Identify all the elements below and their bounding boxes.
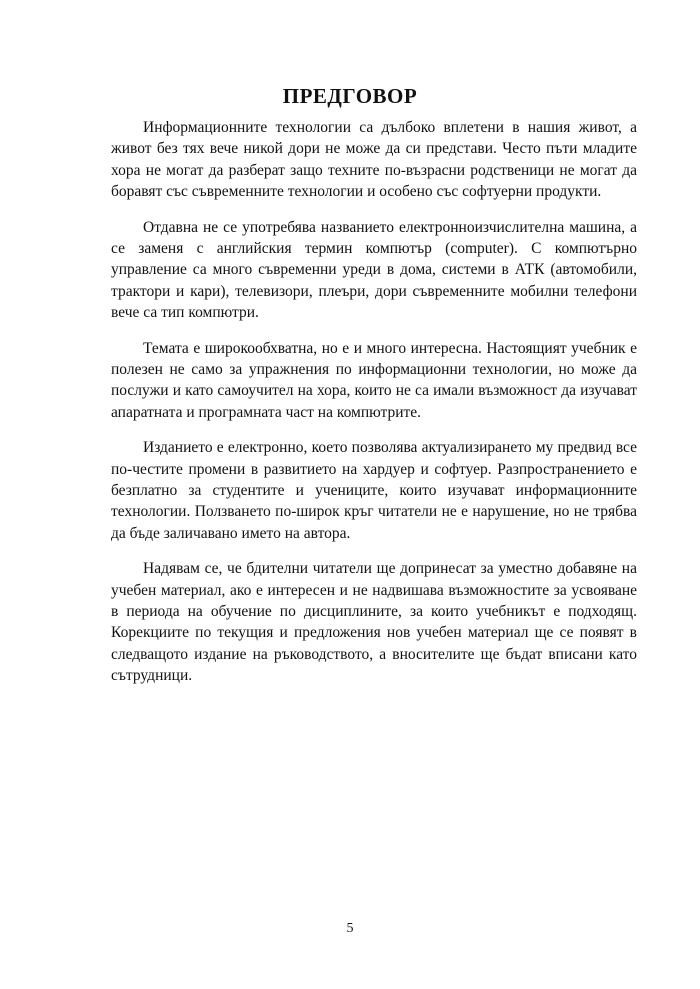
page-title: ПРЕДГОВОР — [282, 84, 418, 108]
page-number: 5 — [346, 921, 354, 936]
paragraph-5: Надявам се, че бдителни читатели ще допринесат за уместно добавяне на учебен материал, ако е интересен и не надвишава възможностите за усвояване в периода на обучение по дисциплините, за които учебникът е подходящ. Корекциите по текущия и предложения нов учебен материал ще се появят в следващото издание на ръководството, а вносителите ще бъдат вписани като сътрудници. — [111, 560, 637, 684]
paragraph-1: Информационните технологии са дълбоко вплетени в нашия живот, а живот без тях вече никой дори не може да си представи. Често пъти младите хора не могат да разберат защо техните по-възрасни родственици не могат да боравят със съвременните технологии и особено със софтуерни продукти. — [111, 119, 637, 200]
paragraph-3: Темата е широкообхватна, но е и много интересна. Настоящият учебник е полезен не само за упражнения по информационни технологии, но може да послужи и като самоучител на хора, които не са имали възможност да изучават апаратната и програмната част на компютрите. — [111, 339, 637, 421]
paragraph-2: Отдавна не се употребява названието електронноизчислителна машина, а се заменя с английския термин компютър (computer). С компютърно управление са много съвременни уреди в дома, системи в АТК (автомобили, трактори и кари), телевизори, плеъри, дори съвременните мобилни телефони вече са тип компютри. — [111, 218, 637, 321]
paragraph-4: Изданието е електронно, което позволява актуализирането му предвид все по-честите промени в развитието на хардуер и софтуер. Разпространението е безплатно за студентите и учениците, които изучават информационните технологии. Ползването по-широк кръг читатели не е нарушение, но не трябва да бъде заличавано името на автора. — [111, 439, 637, 542]
preface-body — [111, 117, 637, 701]
